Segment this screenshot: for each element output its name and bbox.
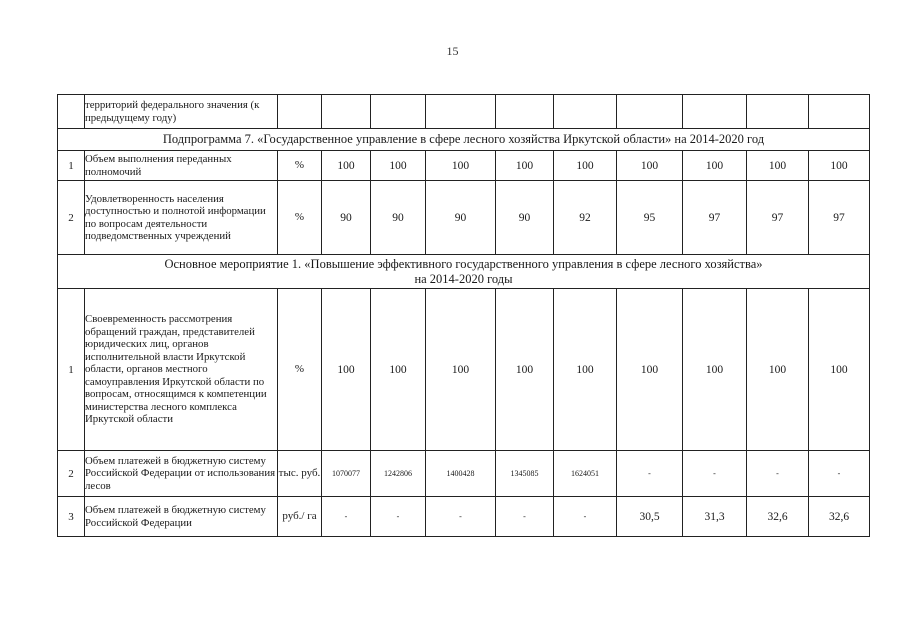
indicator-name: Объем платежей в бюджетную систему Российской Федерации — [85, 497, 278, 537]
value-cell — [617, 95, 683, 129]
value-cell: 100 — [371, 151, 426, 181]
value-cell: 100 — [617, 289, 683, 451]
indicators-table — [57, 94, 870, 537]
value-cell: 1345085 — [496, 451, 554, 497]
value-cell: - — [747, 451, 809, 497]
table-row — [58, 181, 870, 255]
indicator-name: Объем выполнения переданных полномочий — [85, 151, 278, 181]
value-cell: 90 — [426, 181, 496, 255]
value-cell: 1070077 — [322, 451, 371, 497]
unit-cell: тыс. руб. — [278, 451, 322, 497]
indicator-name: Своевременность рассмотрения обращений граждан, представителей юридических лиц, органов исполнительной власти Иркутской области, органов местного самоуправления Иркутской области по вопросам, относящимся к компетенции министерства лесного комплекса Иркутской области — [85, 289, 278, 451]
value-cell: - — [426, 497, 496, 537]
value-cell: 100 — [554, 289, 617, 451]
row-number: 1 — [58, 289, 85, 451]
row-number: 2 — [58, 181, 85, 255]
value-cell — [747, 95, 809, 129]
value-cell: 100 — [426, 289, 496, 451]
value-cell: 90 — [371, 181, 426, 255]
value-cell: 90 — [496, 181, 554, 255]
main-event-title-line-1: Основное мероприятие 1. «Повышение эффективного государственного управления в сфере лесного хозяйства» — [164, 256, 763, 271]
value-cell — [809, 95, 870, 129]
main-event-title — [58, 255, 870, 289]
value-cell: 32,6 — [809, 497, 870, 537]
value-cell — [683, 95, 747, 129]
value-cell: - — [496, 497, 554, 537]
value-cell: 95 — [617, 181, 683, 255]
section-heading-row — [58, 129, 870, 151]
value-cell: 100 — [426, 151, 496, 181]
value-cell: 30,5 — [617, 497, 683, 537]
value-cell: 100 — [809, 289, 870, 451]
value-cell — [322, 95, 371, 129]
value-cell: 31,3 — [683, 497, 747, 537]
value-cell: - — [554, 497, 617, 537]
value-cell: 100 — [322, 151, 371, 181]
value-cell: 32,6 — [747, 497, 809, 537]
section-heading-row — [58, 255, 870, 289]
table-row — [58, 95, 870, 129]
value-cell: 90 — [322, 181, 371, 255]
subprogram-title: Подпрограмма 7. «Государственное управление в сфере лесного хозяйства Иркутской области» на 2014-2020 год — [58, 129, 870, 151]
value-cell: - — [322, 497, 371, 537]
unit-cell: % — [278, 181, 322, 255]
value-cell: 1624051 — [554, 451, 617, 497]
indicator-name: Объем платежей в бюджетную систему Российской Федерации от использования лесов — [85, 451, 278, 497]
unit-cell: % — [278, 289, 322, 451]
value-cell: - — [617, 451, 683, 497]
value-cell: - — [809, 451, 870, 497]
value-cell: 100 — [322, 289, 371, 451]
value-cell: 100 — [683, 151, 747, 181]
value-cell: 100 — [683, 289, 747, 451]
unit-cell — [278, 95, 322, 129]
main-event-title-line-2: на 2014-2020 годы — [414, 271, 513, 286]
unit-cell: % — [278, 151, 322, 181]
value-cell: 100 — [371, 289, 426, 451]
value-cell: 100 — [747, 151, 809, 181]
value-cell — [554, 95, 617, 129]
indicator-name: Удовлетворенность населения доступностью и полнотой информации по вопросам деятельности подведомственных учреждений — [85, 181, 278, 255]
table-row — [58, 497, 870, 537]
value-cell: 100 — [617, 151, 683, 181]
value-cell: 1400428 — [426, 451, 496, 497]
value-cell: 100 — [809, 151, 870, 181]
value-cell: 100 — [496, 289, 554, 451]
value-cell: 97 — [809, 181, 870, 255]
value-cell — [426, 95, 496, 129]
unit-cell: руб./ га — [278, 497, 322, 537]
row-number — [58, 95, 85, 129]
value-cell: 97 — [683, 181, 747, 255]
row-number: 2 — [58, 451, 85, 497]
value-cell: 100 — [554, 151, 617, 181]
row-number: 1 — [58, 151, 85, 181]
value-cell: 100 — [496, 151, 554, 181]
value-cell: - — [371, 497, 426, 537]
table-row — [58, 151, 870, 181]
page-number: 15 — [446, 44, 459, 58]
value-cell: 100 — [747, 289, 809, 451]
value-cell — [496, 95, 554, 129]
table-row — [58, 289, 870, 451]
value-cell: 92 — [554, 181, 617, 255]
value-cell — [371, 95, 426, 129]
value-cell: 1242806 — [371, 451, 426, 497]
row-number: 3 — [58, 497, 85, 537]
indicator-name: территорий федерального значения (к предыдущему году) — [85, 95, 278, 129]
value-cell: 97 — [747, 181, 809, 255]
table-row — [58, 451, 870, 497]
value-cell: - — [683, 451, 747, 497]
